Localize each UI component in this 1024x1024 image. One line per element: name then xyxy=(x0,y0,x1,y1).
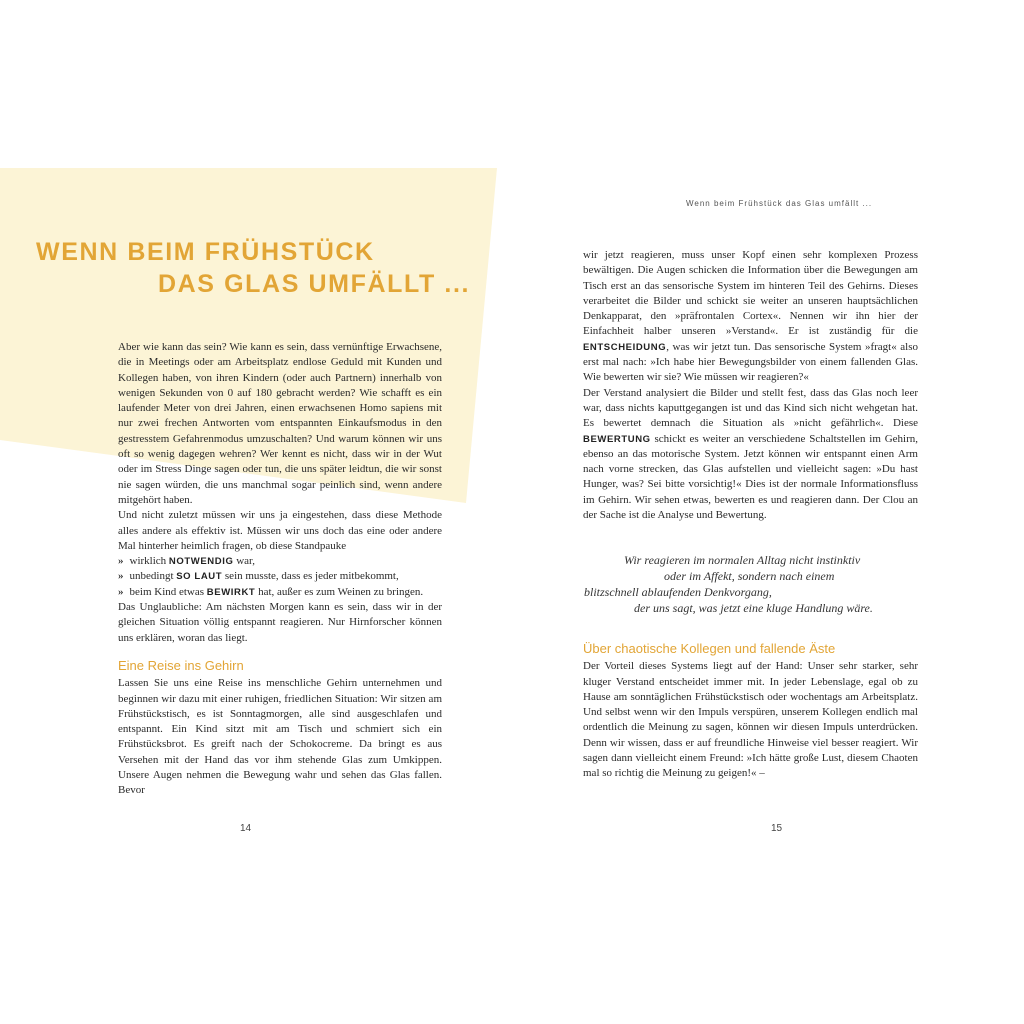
bullet-marker: » xyxy=(118,555,124,568)
keyword: SO LAUT xyxy=(176,571,223,583)
page-number: 14 xyxy=(240,823,252,834)
paragraph: Das Unglaubliche: Am nächsten Morgen kann es sein, dass wir in der gleichen Situation völlig entspannt reagieren. Nur Hirnforscher können uns erklären, woran das liegt. xyxy=(118,601,442,644)
paragraph: Der Vorteil dieses Systems liegt auf der Hand: Unser sehr starker, sehr kluger Verstand entscheidet immer mit. In jeder Lebenslage, egal ob zu Hause am sonntäglichen Frühstückstisch oder wochentags am Arbeitsplatz. Und selbst wenn wir den Impuls verspüren, unserem Kollegen endlich mal ordentlich die Meinung zu sagen, können wir diesen Impuls unterdrücken. Denn wir wissen, dass er auf freundliche Hinweise viel besser reagiert. Wir sagen dann vielleicht einem Freund: »Ich hätte große Lust, diesem Chaoten mal so richtig die Meinung zu geigen!« – xyxy=(583,660,918,780)
bullet-marker: » xyxy=(118,585,124,598)
paragraph: wir jetzt reagieren, muss unser Kopf einen sehr komplexen Prozess bewältigen. Die Augen schicken die Information über die Bewegungen am Tisch erst an das sensorische System im hinteren Teil des Gehirns. Dieses verarbeitet die Bilder und schickt sie weiter an unseren hauptsächlichen Denkapparat, den »präfrontalen Cortex«. Nennen wir ihn hier der Einfachheit halber unseren »Verstand«. Er ist zuständig für die ENTSCHEIDUNG, was wir jetzt tun. Das sensorische System »fragt« also erst mal nach: »Ich habe hier Bewegungsbilder von einem fallenden Glas. Wie bewerten wir sie? Wie müssen wir reagieren?« xyxy=(583,249,918,384)
paragraph: Aber wie kann das sein? Wie kann es sein, dass vernünftige Erwachsene, die in Meetings oder am Arbeitsplatz endlose Geduld mit Kunden und Kollegen haben, von ihren Kindern (oder auch Partnern) innerhalb von wenigen Sekunden von 0 auf 180 gebracht werden? Wie schafft es ein laufender Meter von drei Jahren, einen erwachsenen Homo sapiens mit nur zwei frechen Antworten vom entspannten Einkaufsmodus in den gestresstem Gefahrenmodus umzuschalten? Und warum können wir uns oft so wenig dagegen wehren? Wer kennt es nicht, dass wir in der Wut oder im Stress Dinge sagen oder tun, die uns später leidtun, die wir sonst nie sagen würden, die uns manchmal sogar peinlich sind, wenn andere mitgehört haben. xyxy=(118,341,442,506)
right-body-text xyxy=(583,248,918,523)
chapter-title-line-1: WENN BEIM FRÜHSTÜCK xyxy=(36,238,375,266)
paragraph: Lassen Sie uns eine Reise ins menschliche Gehirn unternehmen und beginnen wir dazu mit einer ruhigen, friedlichen Situation: Wir sitzen am Frühstückstisch, es ist Sonntagmorgen, alle sind ausgeschlafen und entspannt. Ein Kind sitzt mit am Tisch und schmiert sich ein Frühstücksbrot. Es greift nach der Schokocreme. Da bringt es aus Versehen mit der Hand das vor ihm stehende Glas zum Umkippen. Unsere Augen nehmen die Bewegung wahr und sehen das Glas fallen. Bevor xyxy=(118,677,442,797)
keyword: BEWIRKT xyxy=(206,586,256,598)
running-head: Wenn beim Frühstück das Glas umfällt ... xyxy=(686,199,873,208)
keyword: NOTWENDIG xyxy=(168,556,234,568)
bullet-item: » unbedingt SO LAUT sein musste, dass es jeder mitbekommt, xyxy=(118,570,399,583)
bullet-item: » beim Kind etwas BEWIRKT hat, außer es zum Weinen zu bringen. xyxy=(118,585,424,598)
quote-line: blitzschnell ablaufenden Denkvorgang, xyxy=(584,585,772,599)
quote-line: der uns sagt, was jetzt eine kluge Handlung wäre. xyxy=(634,601,873,615)
section-heading: Über chaotische Kollegen und fallende Äste xyxy=(583,641,836,656)
quote-line: Wir reagieren im normalen Alltag nicht instinktiv xyxy=(624,553,861,567)
right-body-text-2 xyxy=(583,641,918,782)
pull-quote xyxy=(584,552,934,616)
section-heading: Eine Reise ins Gehirn xyxy=(118,657,244,673)
paragraph: Und nicht zuletzt müssen wir uns ja eingestehen, dass diese Methode alles andere als effektiv ist. Müssen wir uns doch das eine oder andere Mal hinterher heimlich fragen, ob diese Standpauke xyxy=(118,509,442,552)
keyword: ENTSCHEIDUNG xyxy=(583,341,667,353)
page-number: 15 xyxy=(771,823,783,834)
keyword: BEWERTUNG xyxy=(583,433,651,445)
chapter-title xyxy=(36,236,476,300)
bullet-marker: » xyxy=(118,570,124,583)
bullet-item: » wirklich NOTWENDIG war, xyxy=(118,555,255,568)
right-page xyxy=(512,0,1024,1024)
quote-line: oder im Affekt, sondern nach einem xyxy=(664,569,835,583)
left-body-text xyxy=(118,340,442,799)
paragraph: Der Verstand analysiert die Bilder und stellt fest, dass das Glas noch leer war, dass nichts kaputtgegangen ist und das Kind sich nicht wehgetan hat. Es bewertet demnach die Situation als »nicht gefährlich«. Diese BEWERTUNG schickt es weiter an verschiedene Schaltstellen im Gehirn, ebenso an das motorische System. Jetzt können wir entspannt einen Arm nach vorne strecken, das Glas aufstellen und vielleicht sagen: »Du hast Hunger, was? Sei bitte vorsichtig!« Dies ist der normale Informationsfluss im Gehirn. Wir sehen etwas, bewerten es und reagieren dann. Der Clou an der Sache ist die Analyse und Bewertung. xyxy=(583,386,918,522)
chapter-title-line-2: DAS GLAS UMFÄLLT ... xyxy=(158,270,471,298)
